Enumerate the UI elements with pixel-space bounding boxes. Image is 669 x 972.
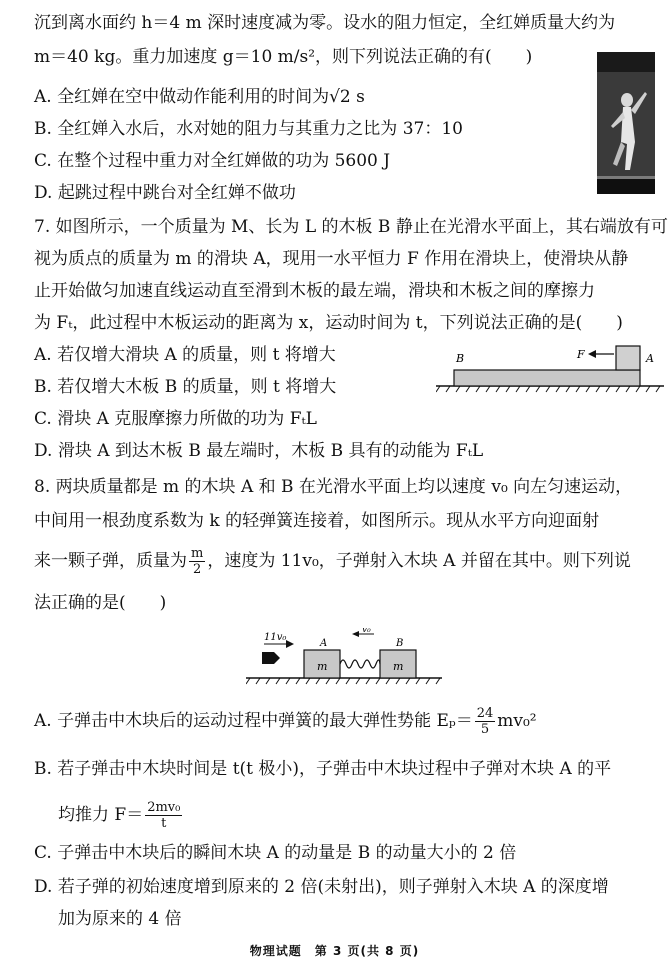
q8-option-b-fraction <box>145 800 182 831</box>
block-a <box>616 346 640 370</box>
q8-option-b-line-2 <box>58 800 655 831</box>
q6-text-line-1: 沉到离水面约 h＝4 m 深时速度减为零。设水的阻力恒定，全红婵质量大约为 <box>34 13 616 33</box>
board-b <box>454 370 640 386</box>
q7-option-c: C. 滑块 A 克服摩擦力所做的功为 FₜL <box>34 409 317 429</box>
q8-option-a-text: A. 子弹击中木块后的运动过程中弹簧的最大弹性势能 Eₚ＝ <box>34 711 473 731</box>
q7-text-line-1: 7. 如图所示，一个质量为 M、长为 L 的木板 B 静止在光滑水平面上，其右端放有可 <box>34 217 668 237</box>
q8-line3-part-b: ，速度为 11v₀，子弹射入木块 A 并留在其中。则下列说 <box>207 551 631 571</box>
diver-silhouette-image <box>597 52 655 194</box>
q7-board-block-figure <box>436 340 664 396</box>
label-a: A <box>646 352 654 365</box>
q8-text-line-1: 8. 两块质量都是 m 的木块 A 和 B 在光滑水平面上均以速度 v₀ 向左匀速运动， <box>34 477 633 497</box>
fraction-denominator: 5 <box>480 722 490 737</box>
label-a: A <box>320 638 328 649</box>
q8-bullet-mass-fraction <box>189 546 205 577</box>
label-f: F <box>577 348 585 361</box>
mass-label-a: m <box>317 660 328 673</box>
bullet-speed-label: 11v₀ <box>264 632 287 643</box>
q6-text-line-2: m＝40 kg。重力加速度 g＝10 m/s²，则下列说法正确的有( ) <box>34 47 533 67</box>
q7-option-a: A. 若仅增大滑块 A 的质量，则 t 将增大 <box>34 345 336 365</box>
fraction-denominator: t <box>161 816 167 831</box>
q7-option-b: B. 若仅增大木板 B 的质量，则 t 将增大 <box>34 377 337 397</box>
q8-line3-part-a: 来一颗子弹，质量为 <box>34 551 187 571</box>
q8-text-line-2: 中间用一根劲度系数为 k 的轻弹簧连接着，如图所示。现从水平方向迎面射 <box>34 511 600 531</box>
q6-option-a: A. 全红婵在空中做动作能利用的时间为√2 s <box>34 87 365 107</box>
q8-option-a <box>34 706 655 737</box>
q8-text-line-4: 法正确的是( ) <box>34 593 167 613</box>
label-b: B <box>396 638 404 649</box>
fraction-numerator: 24 <box>476 706 494 721</box>
page-footer: 物理试题 第 3 页(共 8 页) <box>249 944 420 958</box>
q8-option-a-fraction <box>475 706 496 737</box>
q7-text-line-4: 为 Fₜ，此过程中木板运动的距离为 x，运动时间为 t，下列说法正确的是( ) <box>34 313 623 333</box>
spring <box>340 660 380 668</box>
v0-label: v₀ <box>362 628 371 635</box>
q7-option-d: D. 滑块 A 到达木板 B 最左端时，木板 B 具有的动能为 FₜL <box>34 441 484 461</box>
bullet-shape <box>262 652 280 664</box>
q6-option-d: D. 起跳过程中跳台对全红婵不做功 <box>34 183 296 203</box>
label-b: B <box>456 352 465 365</box>
q8-option-b-line-1: B. 若子弹击中木块时间是 t(t 极小)，子弹击中木块过程中子弹对木块 A 的平 <box>34 759 612 779</box>
fraction-numerator: 2mv₀ <box>147 800 181 815</box>
q6-option-c: C. 在整个过程中重力对全红婵做的功为 5600 J <box>34 151 391 171</box>
q8-text-line-3 <box>34 546 655 577</box>
diver-photo <box>597 52 655 194</box>
q7-text-line-2: 视为质点的质量为 m 的滑块 A，现用一水平恒力 F 作用在滑块上，使滑块从静 <box>34 249 629 269</box>
fraction-denominator: 2 <box>193 562 202 577</box>
q7-text-line-3: 止开始做匀加速直线运动直至滑到木板的最左端，滑块和木板之间的摩擦力 <box>34 281 595 301</box>
q8-option-c: C. 子弹击中木块后的瞬间木块 A 的动量是 B 的动量大小的 2 倍 <box>34 843 517 863</box>
fraction-numerator: m <box>191 546 204 561</box>
mass-label-b: m <box>393 660 404 673</box>
q8-option-d-line-1: D. 若子弹的初始速度增到原来的 2 倍(未射出)，则子弹射入木块 A 的深度增 <box>34 877 609 897</box>
q8-option-b-text: 均推力 F＝ <box>58 805 144 825</box>
q8-spring-blocks-figure <box>246 628 446 690</box>
q8-option-d-line-2: 加为原来的 4 倍 <box>58 909 182 929</box>
q8-option-a-tail: mv₀² <box>497 711 537 731</box>
q6-option-b: B. 全红婵入水后，水对她的阻力与其重力之比为 37：10 <box>34 119 463 139</box>
